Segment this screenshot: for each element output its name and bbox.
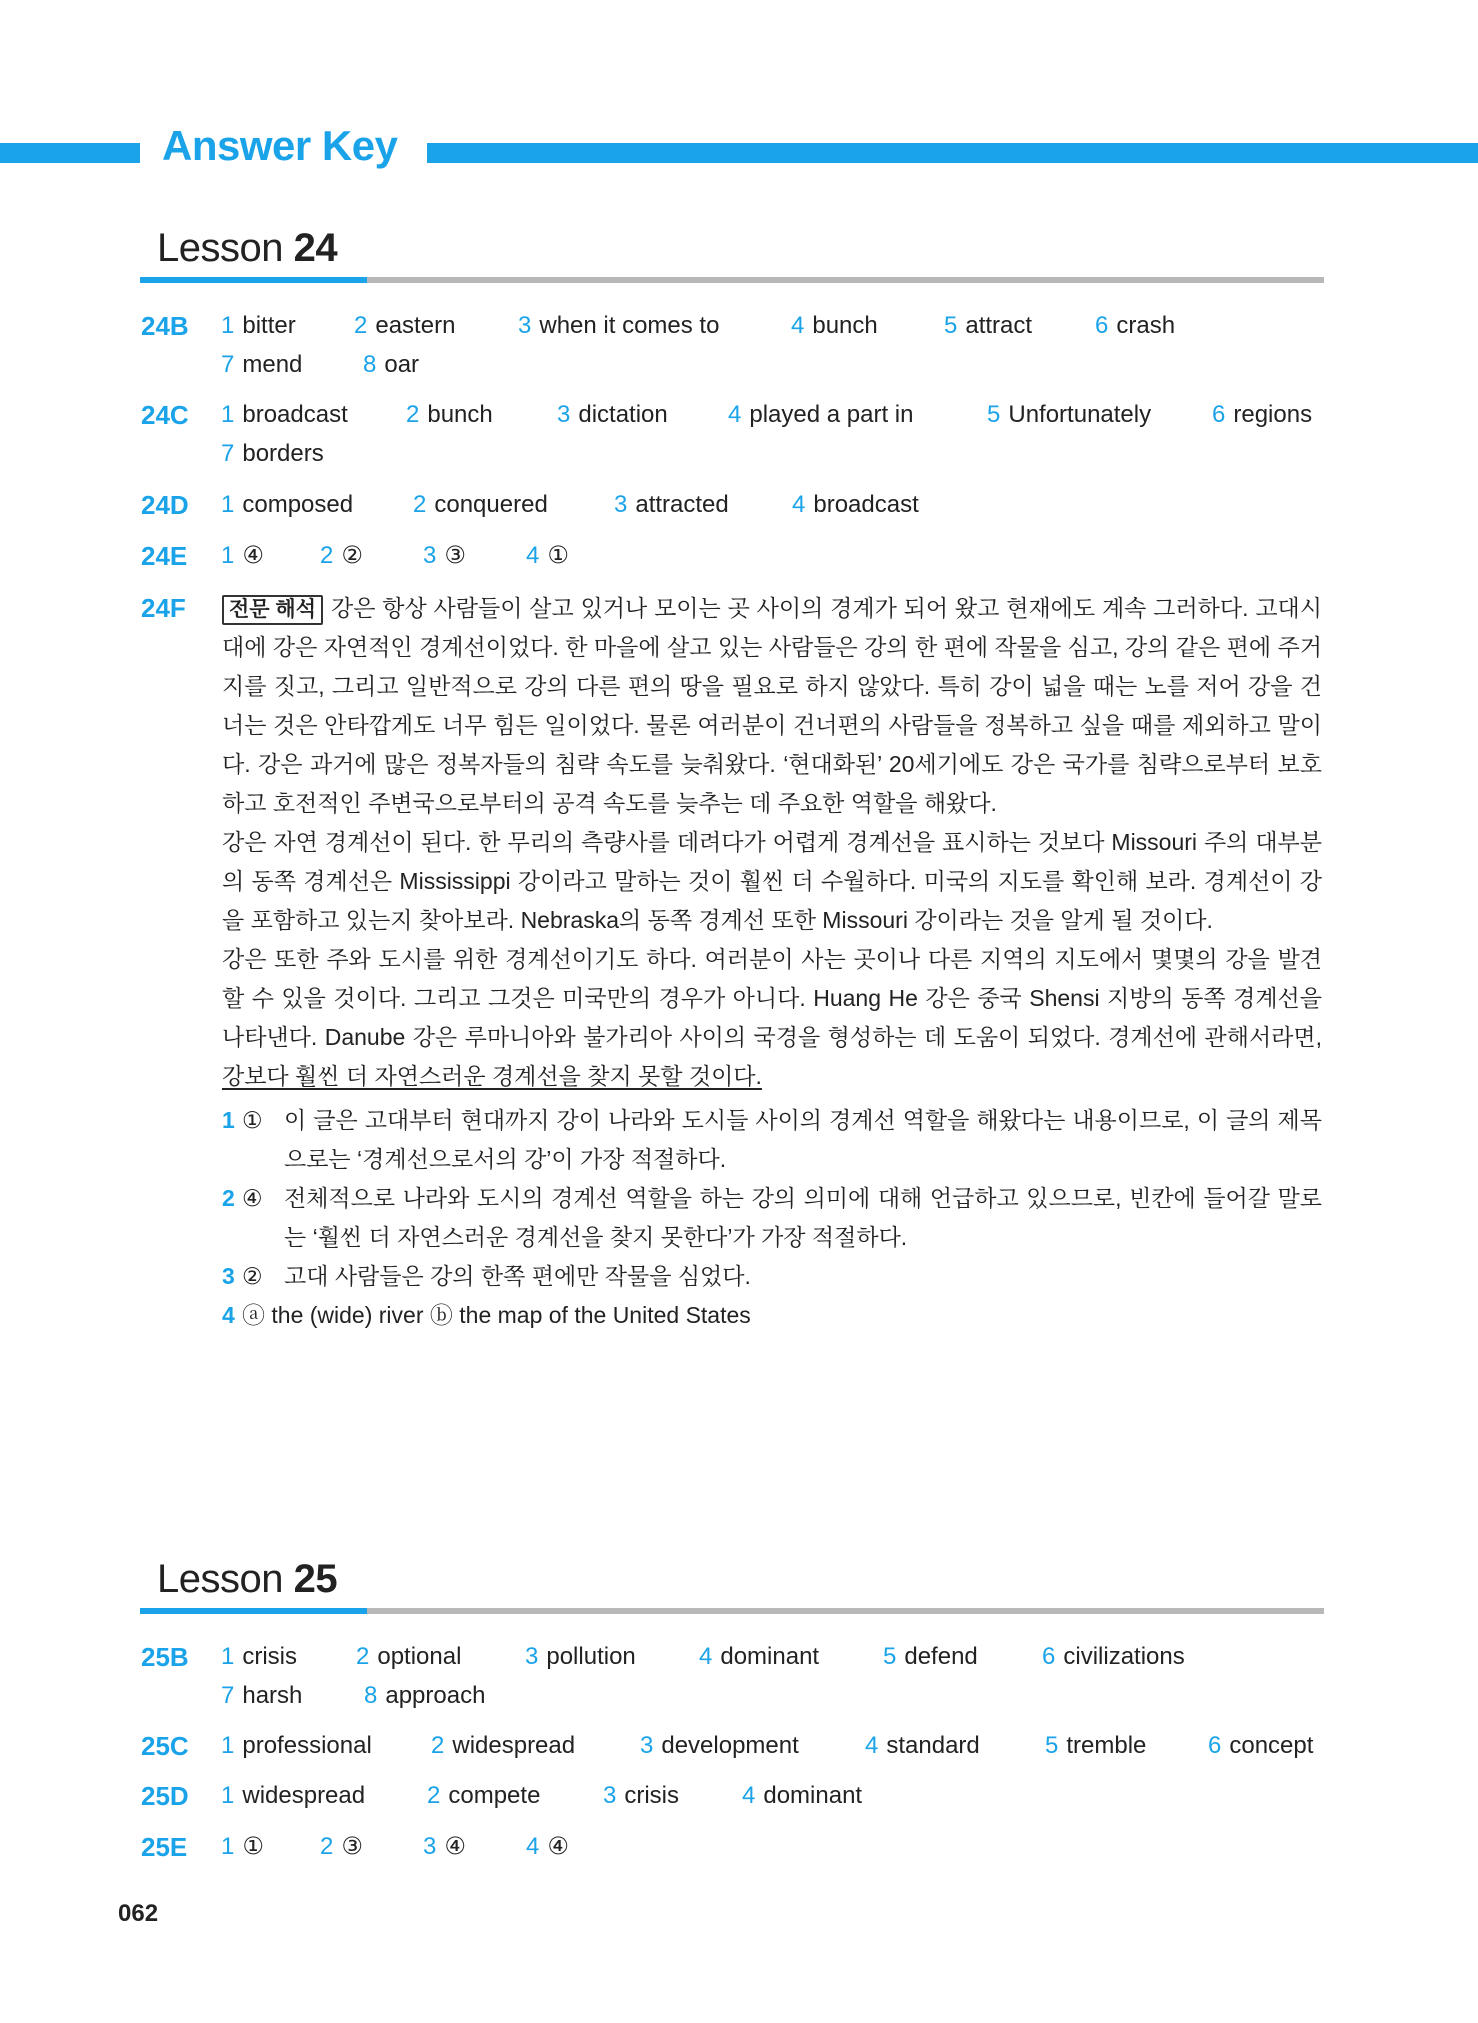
passage-paragraph-3: 강은 또한 주와 도시를 위한 경계선이기도 하다. 여러분이 사는 곳이나 다른 지역의 지도에서 몇몇의 강을 발견할 수 있을 것이다. 그리고 그것은 미국만의 경우가 아니다. Huang He 강은 중국 Shensi 지방의 동쪽 경계선을 나타낸다. Danube 강은 루마니아와 불가리아 사이의 국경을 형성하는 데 도움이 되었다. 경계선에 관해서라면, 강보다 훨씬 더 자연스러운 경계선을 찾지 못할 것이다. [222,946,1322,1089]
header-bar-right [427,143,1478,163]
answer-item: 5 Unfortunately [987,401,1152,428]
answer-item: 1 ① [221,1833,264,1860]
answer-item: 2 ③ [320,1833,363,1860]
answer-item: 1 crisis [221,1643,298,1670]
answer-item: 5 attract [944,312,1033,339]
answer-item: 6 concept [1208,1732,1314,1759]
answer-item: 7 borders [221,440,324,467]
answer-item: 1 professional [221,1732,372,1759]
answer-item: 1 ④ [221,542,264,569]
answer-item: 2 optional [356,1643,462,1670]
exercise-label: 24D [141,490,189,520]
lesson-25-title [157,1557,337,1602]
lesson-rule-accent [140,1608,367,1614]
lesson-25-rule [140,1608,1324,1614]
answer-choice: ① [242,1107,263,1133]
answer-item: 4 dominant [699,1643,820,1670]
exercise-label: 25C [141,1731,189,1761]
answer-item: 2 widespread [431,1732,576,1759]
answer-item: 3 dictation [557,401,668,428]
explanation-text: ⓐ the (wide) river ⓑ the map of the United States [242,1302,751,1328]
answer-item: 1 broadcast [221,401,348,428]
question-answer-3 [222,1257,1322,1296]
page-number: 062 [118,1900,159,1927]
translation-passage [222,589,1322,1096]
lesson-number: 24 [293,226,338,270]
answer-item: 2 conquered [413,491,548,518]
lesson-24-title [157,226,337,271]
answer-choice: ④ [242,1185,263,1211]
lesson-label: Lesson [157,1557,283,1601]
answer-item: 2 eastern [354,312,456,339]
answer-item: 3 ③ [423,542,466,569]
answer-item: 4 standard [865,1732,980,1759]
answer-item: 6 regions [1212,401,1313,428]
exercise-label: 24C [141,400,189,430]
question-answer-1 [222,1101,1322,1179]
page-title: Answer Key [162,122,398,169]
question-number: 3 [222,1263,235,1289]
answer-item: 1 bitter [221,312,296,339]
question-number: 2 [222,1185,235,1211]
answer-item: 5 defend [883,1643,978,1670]
lesson-label: Lesson [157,226,283,270]
full-translation-tag: 전문 해석 [222,595,323,625]
answer-item: 8 oar [363,351,420,378]
answer-item: 3 crisis [603,1782,680,1809]
answer-item: 7 mend [221,351,303,378]
answer-item: 4 played a part in [728,401,914,428]
exercise-label: 25D [141,1781,189,1811]
answer-item: 6 civilizations [1042,1643,1185,1670]
question-answer-2 [222,1179,1322,1257]
question-answer-4 [222,1296,1322,1335]
answer-item: 4 broadcast [792,491,919,518]
answer-item: 3 ④ [423,1833,466,1860]
question-number: 4 [222,1302,235,1328]
exercise-label: 25E [141,1832,188,1862]
answer-item: 4 ④ [526,1833,569,1860]
answer-item: 4 bunch [791,312,878,339]
answer-item: 7 harsh [221,1682,303,1709]
exercise-label: 24B [141,311,189,341]
answer-item: 3 pollution [525,1643,636,1670]
lesson-rule-accent [140,277,367,283]
answer-item: 2 bunch [406,401,493,428]
lesson-number: 25 [293,1557,338,1601]
answer-item: 2 compete [427,1782,541,1809]
question-number: 1 [222,1107,235,1133]
answer-choice: ② [242,1263,263,1289]
answer-item: 3 attracted [614,491,729,518]
answer-item: 4 dominant [742,1782,863,1809]
answer-item: 2 ② [320,542,363,569]
exercise-label: 24F [141,593,186,623]
lesson-24-rule [140,277,1324,283]
underlined-sentence: 강보다 훨씬 더 자연스러운 경계선을 찾지 못할 것이다. [222,1063,762,1089]
exercise-label: 25B [141,1642,189,1672]
answer-item: 6 crash [1095,312,1176,339]
answer-item: 1 widespread [221,1782,366,1809]
explanation-text: 전체적으로 나라와 도시의 경계선 역할을 하는 강의 의미에 대해 언급하고 있으므로, 빈칸에 들어갈 말로는 ‘훨씬 더 자연스러운 경계선을 찾지 못한다’가 가장 적절하다. [284,1185,1322,1250]
explanation-text: 고대 사람들은 강의 한쪽 편에만 작물을 심었다. [284,1263,751,1289]
answer-item: 3 when it comes to [518,312,720,339]
answer-item: 1 composed [221,491,354,518]
answer-item: 5 tremble [1045,1732,1147,1759]
explanation-text: 이 글은 고대부터 현대까지 강이 나라와 도시들 사이의 경계선 역할을 해왔다는 내용이므로, 이 글의 제목으로는 ‘경계선으로서의 강’이 가장 적절하다. [284,1107,1322,1172]
passage-paragraph-1: 전문 해석 강은 항상 사람들이 살고 있거나 모이는 곳 사이의 경계가 되어 왔고 현재에도 계속 그러하다. 고대시대에 강은 자연적인 경계선이었다. 한 마을에 살고 있는 사람들은 강의 한 편에 작물을 심고, 강의 같은 편에 주거지를 짓고, 그리고 일반적으로 강의 다른 편의 땅을 필요로 하지 않았다. 특히 강이 넓을 때는 노를 저어 강을 건너는 것은 안타깝게도 너무 힘든 일이었다. 물론 여러분이 건너편의 사람들을 정복하고 싶을 때를 제외하고 말이다. 강은 과거에 많은 정복자들의 침략 속도를 늦춰왔다. ‘현대화된’ 20세기에도 강은 국가를 침략으로부터 보호하고 호전적인 주변국으로부터의 공격 속도를 늦추는 데 주요한 역할을 해왔다. [222,595,1322,816]
answer-item: 3 development [640,1732,799,1759]
header-bar-left [0,143,140,163]
answer-item: 8 approach [364,1682,486,1709]
passage-paragraph-2: 강은 자연 경계선이 된다. 한 무리의 측량사를 데려다가 어렵게 경계선을 표시하는 것보다 Missouri 주의 대부분의 동쪽 경계선은 Mississippi 강이라고 말하는 것이 훨씬 더 수월하다. 미국의 지도를 확인해 보라. 경계선이 강을 포함하고 있는지 찾아보라. Nebraska의 동쪽 경계선 또한 Missouri 강이라는 것을 알게 될 것이다. [222,829,1322,933]
answer-item: 4 ① [526,542,569,569]
exercise-label: 24E [141,541,188,571]
